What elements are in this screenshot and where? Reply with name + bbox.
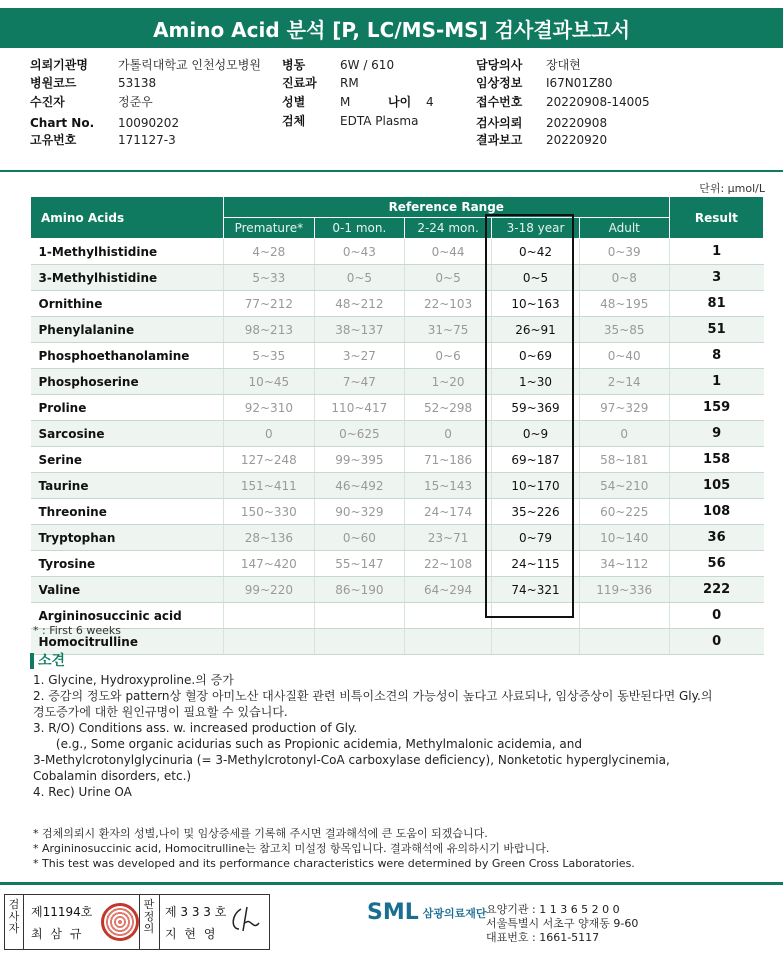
- info-value: 장대현: [546, 58, 581, 72]
- finding-line: 경도증가에 대한 원인규명이 필요할 수 있습니다.: [33, 705, 288, 719]
- info-value: 171127-3: [118, 133, 176, 147]
- amino-acid-name: Taurine: [31, 473, 224, 499]
- result-value: 81: [669, 291, 763, 317]
- handwritten-signature: [227, 905, 263, 935]
- info-label: 수진자: [30, 95, 65, 109]
- result-value: 108: [669, 499, 763, 525]
- reference-range-cell: 1~20: [404, 369, 491, 395]
- reference-range-cell: 97~329: [579, 395, 669, 421]
- table-row: [31, 317, 764, 343]
- tester-license: 제11194호: [31, 905, 93, 919]
- reference-range-cell: [314, 629, 404, 655]
- reference-range-cell: 55~147: [314, 551, 404, 577]
- result-value: 51: [669, 317, 763, 343]
- finding-line: (e.g., Some organic acidurias such as Propionic acidemia, Methylmalonic acidemia, and: [33, 737, 582, 751]
- table-row: [31, 291, 764, 317]
- reference-range-cell: 54~210: [579, 473, 669, 499]
- result-value: 9: [669, 421, 763, 447]
- reference-range-cell: 5~33: [223, 265, 314, 291]
- table-row: [31, 603, 764, 629]
- reference-range-cell: 119~336: [579, 577, 669, 603]
- amino-acid-name: Sarcosine: [31, 421, 224, 447]
- sig-separator: [139, 895, 140, 949]
- amino-acid-name: Tryptophan: [31, 525, 224, 551]
- amino-acid-name: Phenylalanine: [31, 317, 224, 343]
- result-value: 36: [669, 525, 763, 551]
- reference-range-cell: 69~187: [492, 447, 579, 473]
- reference-range-cell: 0~42: [492, 239, 579, 265]
- reference-range-cell: 38~137: [314, 317, 404, 343]
- amino-acid-name: 3-Methylhistidine: [31, 265, 224, 291]
- info-value: 정준우: [118, 95, 153, 109]
- reference-range-cell: 0~79: [492, 525, 579, 551]
- table-row: [31, 421, 764, 447]
- lab-info-line: 요양기관 : 1 1 3 6 5 2 0 0: [486, 903, 620, 916]
- reference-range-cell: 0~8: [579, 265, 669, 291]
- info-label: 병동: [282, 58, 306, 72]
- result-value: 3: [669, 265, 763, 291]
- reference-range-cell: 0~40: [579, 343, 669, 369]
- info-label: 결과보고: [476, 133, 523, 147]
- reference-range-cell: 0: [579, 421, 669, 447]
- info-label: 접수번호: [476, 95, 523, 109]
- table-row: [31, 265, 764, 291]
- reference-range-cell: [404, 603, 491, 629]
- reference-range-cell: 1~30: [492, 369, 579, 395]
- patient-info: [0, 54, 783, 154]
- amino-acid-name: Homocitrulline: [31, 629, 224, 655]
- sig-separator: [23, 895, 24, 949]
- result-value: 0: [669, 629, 763, 655]
- reference-range-cell: 48~195: [579, 291, 669, 317]
- header-divider: [0, 170, 783, 172]
- info-value: M: [340, 95, 351, 109]
- note-line: * Argininosuccinic acid, Homocitrulline는 참고치 미설정 항목입니다. 결과해석에 유의하시기 바랍니다.: [33, 842, 550, 855]
- report-title: Amino Acid 분석 [P, LC/MS-MS] 검사결과보고서: [0, 8, 783, 48]
- reference-range-cell: [579, 629, 669, 655]
- reference-range-cell: 0~6: [404, 343, 491, 369]
- reference-range-cell: 10~140: [579, 525, 669, 551]
- finding-line: 1. Glycine, Hydroxyproline.의 증가: [33, 673, 234, 687]
- reference-range-cell: 99~395: [314, 447, 404, 473]
- reference-range-cell: 151~411: [223, 473, 314, 499]
- info-label: 병원코드: [30, 76, 77, 90]
- result-value: 1: [669, 239, 763, 265]
- reference-range-cell: 0~9: [492, 421, 579, 447]
- signature-box: [4, 894, 270, 950]
- result-value: 1: [669, 369, 763, 395]
- reference-range-cell: 127~248: [223, 447, 314, 473]
- reference-range-cell: 59~369: [492, 395, 579, 421]
- reference-range-cell: 77~212: [223, 291, 314, 317]
- result-value: 105: [669, 473, 763, 499]
- results-body: [31, 239, 764, 655]
- reference-range-cell: 46~492: [314, 473, 404, 499]
- amino-acid-name: Valine: [31, 577, 224, 603]
- info-label: Chart No.: [30, 116, 95, 130]
- info-label: 성별: [282, 95, 306, 109]
- reference-range-cell: 99~220: [223, 577, 314, 603]
- result-value: 158: [669, 447, 763, 473]
- amino-acid-name: Phosphoserine: [31, 369, 224, 395]
- lab-info: [486, 903, 638, 945]
- findings-title-text: 소견: [38, 653, 66, 669]
- reference-range-cell: 0~625: [314, 421, 404, 447]
- reference-range-cell: 3~27: [314, 343, 404, 369]
- table-row: [31, 395, 764, 421]
- reference-range-cell: 0: [404, 421, 491, 447]
- info-value: 53138: [118, 76, 157, 90]
- table-row: [31, 239, 764, 265]
- reference-range-cell: 48~212: [314, 291, 404, 317]
- reference-range-cell: 86~190: [314, 577, 404, 603]
- reference-range-cell: 0~5: [492, 265, 579, 291]
- reference-range-cell: 74~321: [492, 577, 579, 603]
- findings-title: [30, 650, 65, 670]
- reference-range-cell: 0~43: [314, 239, 404, 265]
- reference-range-cell: 92~310: [223, 395, 314, 421]
- reference-range-cell: 0~5: [404, 265, 491, 291]
- table-row: [31, 525, 764, 551]
- result-value: 56: [669, 551, 763, 577]
- footer-divider: [0, 882, 783, 885]
- section-marker: [30, 653, 34, 669]
- table-row: [31, 551, 764, 577]
- reference-range-cell: 0: [223, 421, 314, 447]
- results-table: [30, 196, 764, 655]
- amino-acid-name: Phosphoethanolamine: [31, 343, 224, 369]
- reference-range-cell: 2~14: [579, 369, 669, 395]
- reference-range-cell: 110~417: [314, 395, 404, 421]
- subheader-premature: Premature*: [223, 218, 314, 239]
- sig-separator: [159, 895, 160, 949]
- lab-logo: [367, 900, 487, 925]
- reference-range-cell: 4~28: [223, 239, 314, 265]
- result-value: 0: [669, 603, 763, 629]
- info-label: 검체: [282, 114, 306, 128]
- reference-range-cell: 52~298: [404, 395, 491, 421]
- reference-range-cell: 24~174: [404, 499, 491, 525]
- subheader-2-24-mon: 2-24 mon.: [404, 218, 491, 239]
- info-value: 6W / 610: [340, 58, 395, 72]
- info-value: 가톨릭대학교 인천성모병원: [118, 58, 261, 72]
- info-label: 검사의뢰: [476, 116, 523, 130]
- reference-range-cell: 22~103: [404, 291, 491, 317]
- judge-vertical-label: 판 정 의: [143, 898, 155, 935]
- reference-range-cell: 0~60: [314, 525, 404, 551]
- table-row: [31, 577, 764, 603]
- reference-range-cell: 64~294: [404, 577, 491, 603]
- reference-range-cell: 10~163: [492, 291, 579, 317]
- info-label: 나이: [388, 95, 412, 109]
- reference-range-cell: 7~47: [314, 369, 404, 395]
- info-value: 4: [426, 95, 434, 109]
- unit-label: 단위: μmol/L: [699, 182, 765, 195]
- info-label: 임상정보: [476, 76, 523, 90]
- judge-name: 지 현 영: [165, 927, 218, 941]
- reference-range-cell: 23~71: [404, 525, 491, 551]
- reference-range-cell: 15~143: [404, 473, 491, 499]
- reference-range-cell: [223, 629, 314, 655]
- finding-line: Cobalamin disorders, etc.): [33, 769, 192, 783]
- result-value: 222: [669, 577, 763, 603]
- info-label: 고유번호: [30, 133, 77, 147]
- reference-range-cell: [579, 603, 669, 629]
- reference-range-cell: 26~91: [492, 317, 579, 343]
- info-value: 10090202: [118, 116, 180, 130]
- reference-range-cell: [492, 629, 579, 655]
- finding-line: 2. 증감의 정도와 pattern상 혈장 아미노산 대사질환 관련 비특이소견의 가능성이 높다고 사료되나, 임상증상이 동반된다면 Gly.의: [33, 689, 713, 703]
- amino-acid-name: Argininosuccinic acid: [31, 603, 224, 629]
- amino-acid-name: Ornithine: [31, 291, 224, 317]
- reference-range-cell: 10~170: [492, 473, 579, 499]
- reference-range-cell: 22~108: [404, 551, 491, 577]
- subheader-adult: Adult: [579, 218, 669, 239]
- subheader-3-18-year: 3-18 year: [492, 218, 579, 239]
- reference-range-cell: [492, 603, 579, 629]
- info-value: RM: [340, 76, 359, 90]
- table-row: [31, 629, 764, 655]
- reference-range-cell: 10~45: [223, 369, 314, 395]
- result-value: 159: [669, 395, 763, 421]
- premature-footnote: * : First 6 weeks: [33, 624, 121, 637]
- subheader-0-1-mon: 0-1 mon.: [314, 218, 404, 239]
- reference-range-cell: [404, 629, 491, 655]
- result-value: 8: [669, 343, 763, 369]
- reference-range-cell: 35~85: [579, 317, 669, 343]
- table-row: [31, 343, 764, 369]
- table-row: [31, 447, 764, 473]
- logo-text: SML: [367, 900, 419, 925]
- lab-info-line: 대표번호 : 1661-5117: [486, 931, 600, 944]
- reference-range-cell: 24~115: [492, 551, 579, 577]
- finding-line: 3. R/O) Conditions ass. w. increased production of Gly.: [33, 721, 358, 735]
- tester-name: 최 삼 규: [31, 927, 84, 941]
- reference-range-cell: 28~136: [223, 525, 314, 551]
- findings-text: [33, 672, 753, 800]
- reference-range-cell: 0~5: [314, 265, 404, 291]
- reference-range-cell: 147~420: [223, 551, 314, 577]
- reference-range-cell: 34~112: [579, 551, 669, 577]
- header-amino-acids: Amino Acids: [31, 197, 224, 239]
- header-result: Result: [669, 197, 763, 239]
- amino-acid-name: Threonine: [31, 499, 224, 525]
- report-notes: [33, 826, 635, 871]
- info-value: 20220920: [546, 133, 608, 147]
- seal-stamp: [101, 903, 139, 941]
- table-row: [31, 473, 764, 499]
- info-value: 20220908-14005: [546, 95, 650, 109]
- reference-range-cell: 35~226: [492, 499, 579, 525]
- info-value: 20220908: [546, 116, 608, 130]
- reference-range-cell: 98~213: [223, 317, 314, 343]
- reference-range-cell: 71~186: [404, 447, 491, 473]
- amino-acid-name: Proline: [31, 395, 224, 421]
- amino-acid-name: Tyrosine: [31, 551, 224, 577]
- info-value: I67N01Z80: [546, 76, 613, 90]
- table-row: [31, 499, 764, 525]
- lab-name: 삼광의료재단: [422, 906, 487, 920]
- finding-line: 4. Rec) Urine OA: [33, 785, 132, 799]
- note-line: * 검체의뢰시 환자의 성별,나이 및 임상증세를 기록해 주시면 결과해석에 큰 도움이 되겠습니다.: [33, 827, 488, 840]
- reference-range-cell: 90~329: [314, 499, 404, 525]
- amino-acid-name: 1-Methylhistidine: [31, 239, 224, 265]
- reference-range-cell: 58~181: [579, 447, 669, 473]
- reference-range-cell: 0~69: [492, 343, 579, 369]
- amino-acid-name: Serine: [31, 447, 224, 473]
- finding-line: 3-Methylcrotonylglycinuria (= 3-Methylcrotonyl-CoA carboxylase deficiency), Nonketotic hyperglycinemia,: [33, 753, 670, 767]
- info-label: 진료과: [282, 76, 317, 90]
- table-row: [31, 369, 764, 395]
- info-label: 의뢰기관명: [30, 58, 88, 72]
- reference-range-cell: 60~225: [579, 499, 669, 525]
- reference-range-cell: [223, 603, 314, 629]
- info-value: EDTA Plasma: [340, 114, 419, 128]
- reference-range-cell: [314, 603, 404, 629]
- tester-vertical-label: 검 사 자: [8, 898, 20, 935]
- header-reference-range: Reference Range: [223, 197, 669, 218]
- info-label: 담당의사: [476, 58, 523, 72]
- lab-info-line: 서울특별시 서초구 양재동 9-60: [486, 917, 639, 930]
- reference-range-cell: 0~44: [404, 239, 491, 265]
- judge-license: 제 3 3 3 호: [165, 905, 227, 919]
- reference-range-cell: 0~39: [579, 239, 669, 265]
- reference-range-cell: 150~330: [223, 499, 314, 525]
- reference-range-cell: 31~75: [404, 317, 491, 343]
- reference-range-cell: 5~35: [223, 343, 314, 369]
- note-line: * This test was developed and its performance characteristics were determined by Green Cross Laboratories.: [33, 857, 635, 870]
